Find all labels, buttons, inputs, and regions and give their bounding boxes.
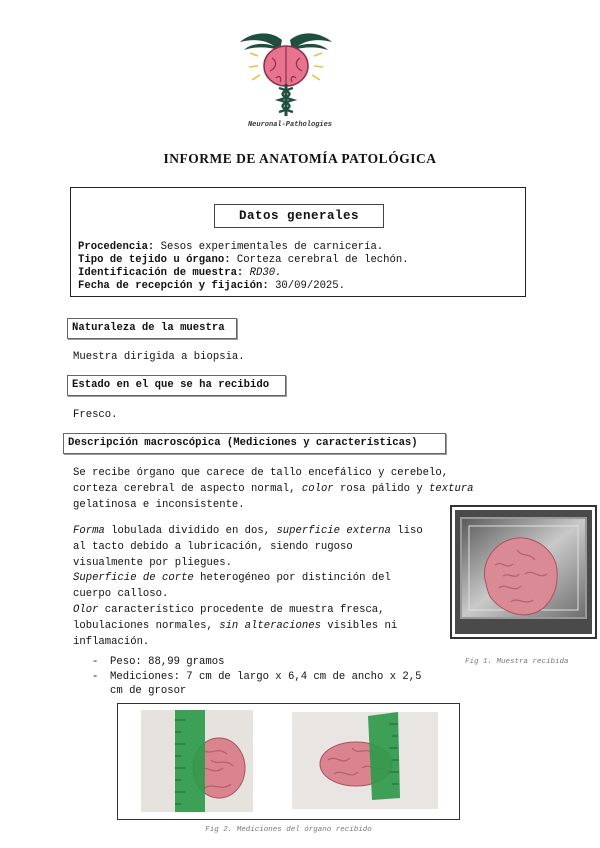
logo-caption: Neuronal-Pathologies bbox=[247, 121, 332, 129]
report-title: INFORME DE ANATOMÍA PATOLÓGICA bbox=[163, 151, 437, 166]
caduceus-brain-logo bbox=[236, 26, 336, 120]
section-heading-naturaleza: Naturaleza de la muestra bbox=[67, 318, 237, 339]
naturaleza-text: Muestra dirigida a biopsia. bbox=[73, 351, 245, 363]
field-fecha: Fecha de recepción y fijación: 30/09/2025. bbox=[78, 280, 346, 292]
brain-on-tray-photo bbox=[455, 510, 592, 634]
figure-1-caption: Fig 1. Muestra recibida bbox=[465, 658, 569, 666]
field-procedencia: Procedencia: Sesos experimentales de carnicería. bbox=[78, 241, 384, 253]
field-identificacion: Identificación de muestra: RD30. bbox=[78, 267, 282, 279]
brain-with-ruler-photo-1 bbox=[141, 710, 253, 812]
brain-with-ruler-photo-2 bbox=[292, 712, 438, 809]
estado-text: Fresco. bbox=[73, 409, 118, 421]
figure-2-caption: Fig 2. Mediciones del órgano recibido bbox=[205, 826, 372, 834]
section-heading-estado: Estado en el que se ha recibido bbox=[67, 375, 286, 396]
general-data-heading: Datos generales bbox=[214, 204, 384, 228]
macro-paragraph-1: Se recibe órgano que carece de tallo encefálico y cerebelo, corteza cerebral de aspecto normal, color rosa pálido y textura gelatinosa e inconsistente. bbox=[73, 467, 474, 511]
macro-paragraph-2: Forma lobulada dividido en dos, superficie externa liso al tacto debido a lubricación, siendo rugoso visualmente por pliegues. Superficie de corte heterogéneo por distinción del cuerpo calloso. Olor característico procedente de muestra fresca, lobulaciones normales, sin alteraciones visibles ni inflamación. bbox=[73, 525, 423, 648]
field-tipo-tejido: Tipo de tejido u órgano: Corteza cerebral de lechón. bbox=[78, 254, 409, 266]
bullet-weight: - Peso: 88,99 gramos bbox=[92, 656, 225, 668]
bullet-measurements: - Mediciones: 7 cm de largo x 6,4 cm de ancho x 2,5 cm de grosor bbox=[92, 671, 422, 697]
section-heading-macroscopica: Descripción macroscópica (Mediciones y características) bbox=[63, 433, 446, 454]
